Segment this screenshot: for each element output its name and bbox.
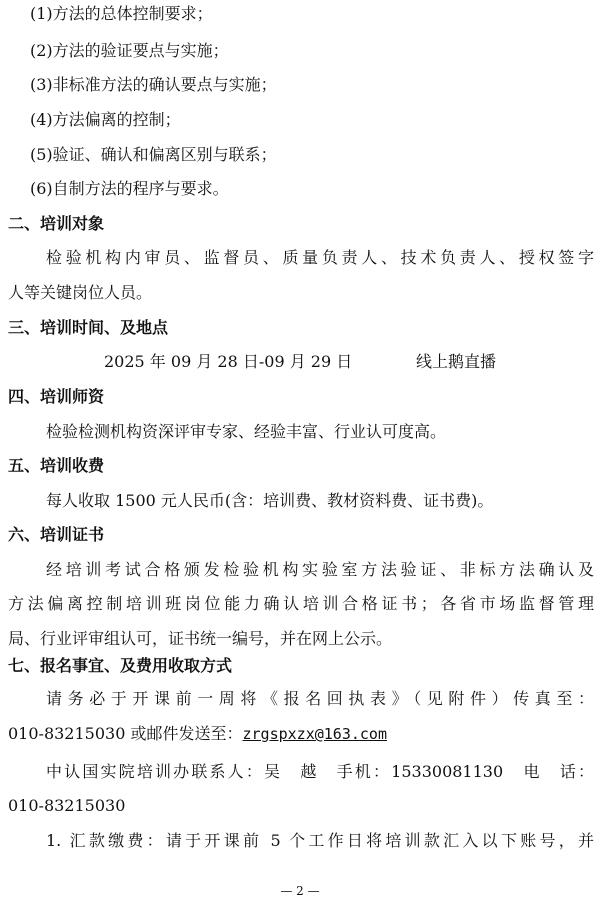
training-place: 线上鹅直播 bbox=[416, 352, 497, 371]
paragraph-line: 检验检测机构资深评审专家、经验丰富、行业认可度高。 bbox=[46, 422, 447, 441]
fax-number: 010-83215030 或邮件发送至： bbox=[8, 724, 243, 743]
paragraph-line: 中认国实院培训办联系人：吴 越 手机：15330081130 电 话： bbox=[46, 762, 594, 781]
list-item: (3)非标准方法的确认要点与实施； bbox=[30, 75, 277, 94]
list-item: (1)方法的总体控制要求； bbox=[30, 4, 213, 23]
page-number: — 2 — bbox=[280, 884, 320, 898]
paragraph-line bbox=[8, 724, 387, 744]
paragraph-line: 每人收取 1500 元人民币(含：培训费、教材资料费、证书费)。 bbox=[46, 491, 494, 510]
email-link[interactable]: zrgspxzx@163.com bbox=[242, 725, 387, 743]
paragraph-line: 人等关键岗位人员。 bbox=[8, 283, 153, 302]
paragraph-line: 方法偏离控制培训班岗位能力确认培训合格证书；各省市场监督管理 bbox=[8, 594, 594, 613]
list-item: (4)方法偏离的控制； bbox=[30, 110, 181, 129]
paragraph-line: 局、行业评审组认可，证书统一编号，并在网上公示。 bbox=[8, 629, 393, 648]
paragraph-line: 经培训考试合格颁发检验机构实验室方法验证、非标方法确认及 bbox=[46, 560, 594, 579]
section-heading-fees: 五、培训收费 bbox=[8, 456, 105, 475]
paragraph-line: 1. 汇款缴费：请于开课前 5 个工作日将培训款汇入以下账号，并 bbox=[46, 831, 594, 850]
section-heading-registration: 七、报名事宜、及费用收取方式 bbox=[8, 656, 233, 675]
list-item: (6)自制方法的程序与要求。 bbox=[30, 179, 229, 198]
list-item: (2)方法的验证要点与实施； bbox=[30, 41, 229, 60]
paragraph-line: 010-83215030 bbox=[8, 796, 126, 815]
paragraph-line: 检验机构内审员、监督员、质量负责人、技术负责人、授权签字 bbox=[46, 248, 594, 267]
section-heading-instructors: 四、培训师资 bbox=[8, 387, 105, 406]
list-item: (5)验证、确认和偏离区别与联系； bbox=[30, 145, 277, 164]
section-heading-training-target: 二、培训对象 bbox=[8, 214, 105, 233]
training-date: 2025 年 09 月 28 日-09 月 29 日 bbox=[104, 352, 353, 371]
section-heading-time-place: 三、培训时间、及地点 bbox=[8, 318, 169, 337]
section-heading-certificate: 六、培训证书 bbox=[8, 525, 105, 544]
paragraph-line: 请务必于开课前一周将《报名回执表》（见附件）传真至： bbox=[46, 689, 594, 708]
